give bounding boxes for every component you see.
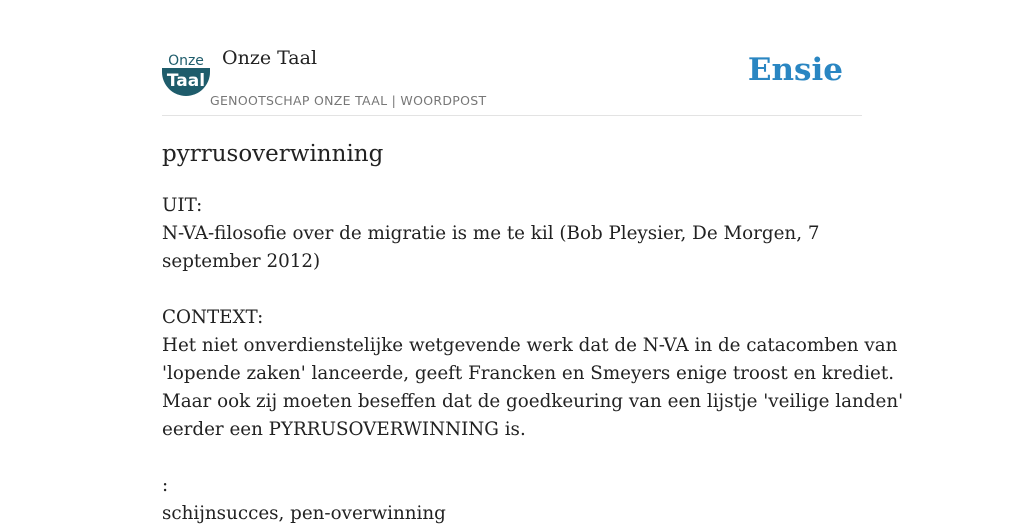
onze-taal-logo-icon	[162, 48, 210, 96]
ensie-brand-link[interactable]: Ensie	[747, 52, 843, 88]
article-title: pyrrusoverwinning	[162, 141, 384, 167]
article-line: 'lopende zaken' lanceerde, geeft Francken en Smeyers enige troost en krediet.	[162, 363, 895, 384]
article-line: Maar ook zij moeten beseffen dat de goedkeuring van een lijstje 'veilige landen'	[162, 391, 904, 412]
article-line: eerder een PYRRUSOVERWINNING is.	[162, 419, 526, 440]
article-line	[162, 444, 862, 472]
article-line: N-VA-filosofie over de migratie is me te kil (Bob Pleysier, De Morgen, 7	[162, 223, 820, 244]
article-line	[162, 276, 862, 304]
header-divider	[162, 115, 862, 116]
article-line: schijnsucces, pen-overwinning	[162, 503, 446, 524]
article-line: september 2012)	[162, 251, 321, 272]
logo-text-bottom: Taal	[166, 71, 206, 91]
article-line: :	[162, 475, 169, 496]
site-name-link[interactable]: Onze Taal	[222, 47, 318, 69]
article-line: UIT:	[162, 195, 203, 216]
logo-text-top: Onze	[168, 53, 204, 69]
site-tagline: GENOOTSCHAP ONZE TAAL | WOORDPOST	[210, 93, 487, 108]
article-line: Het niet onverdienstelijke wetgevende werk dat de N-VA in de catacomben van	[162, 335, 898, 356]
article-line: CONTEXT:	[162, 307, 264, 328]
onze-taal-logo[interactable]	[162, 48, 210, 96]
article-body	[162, 192, 904, 528]
